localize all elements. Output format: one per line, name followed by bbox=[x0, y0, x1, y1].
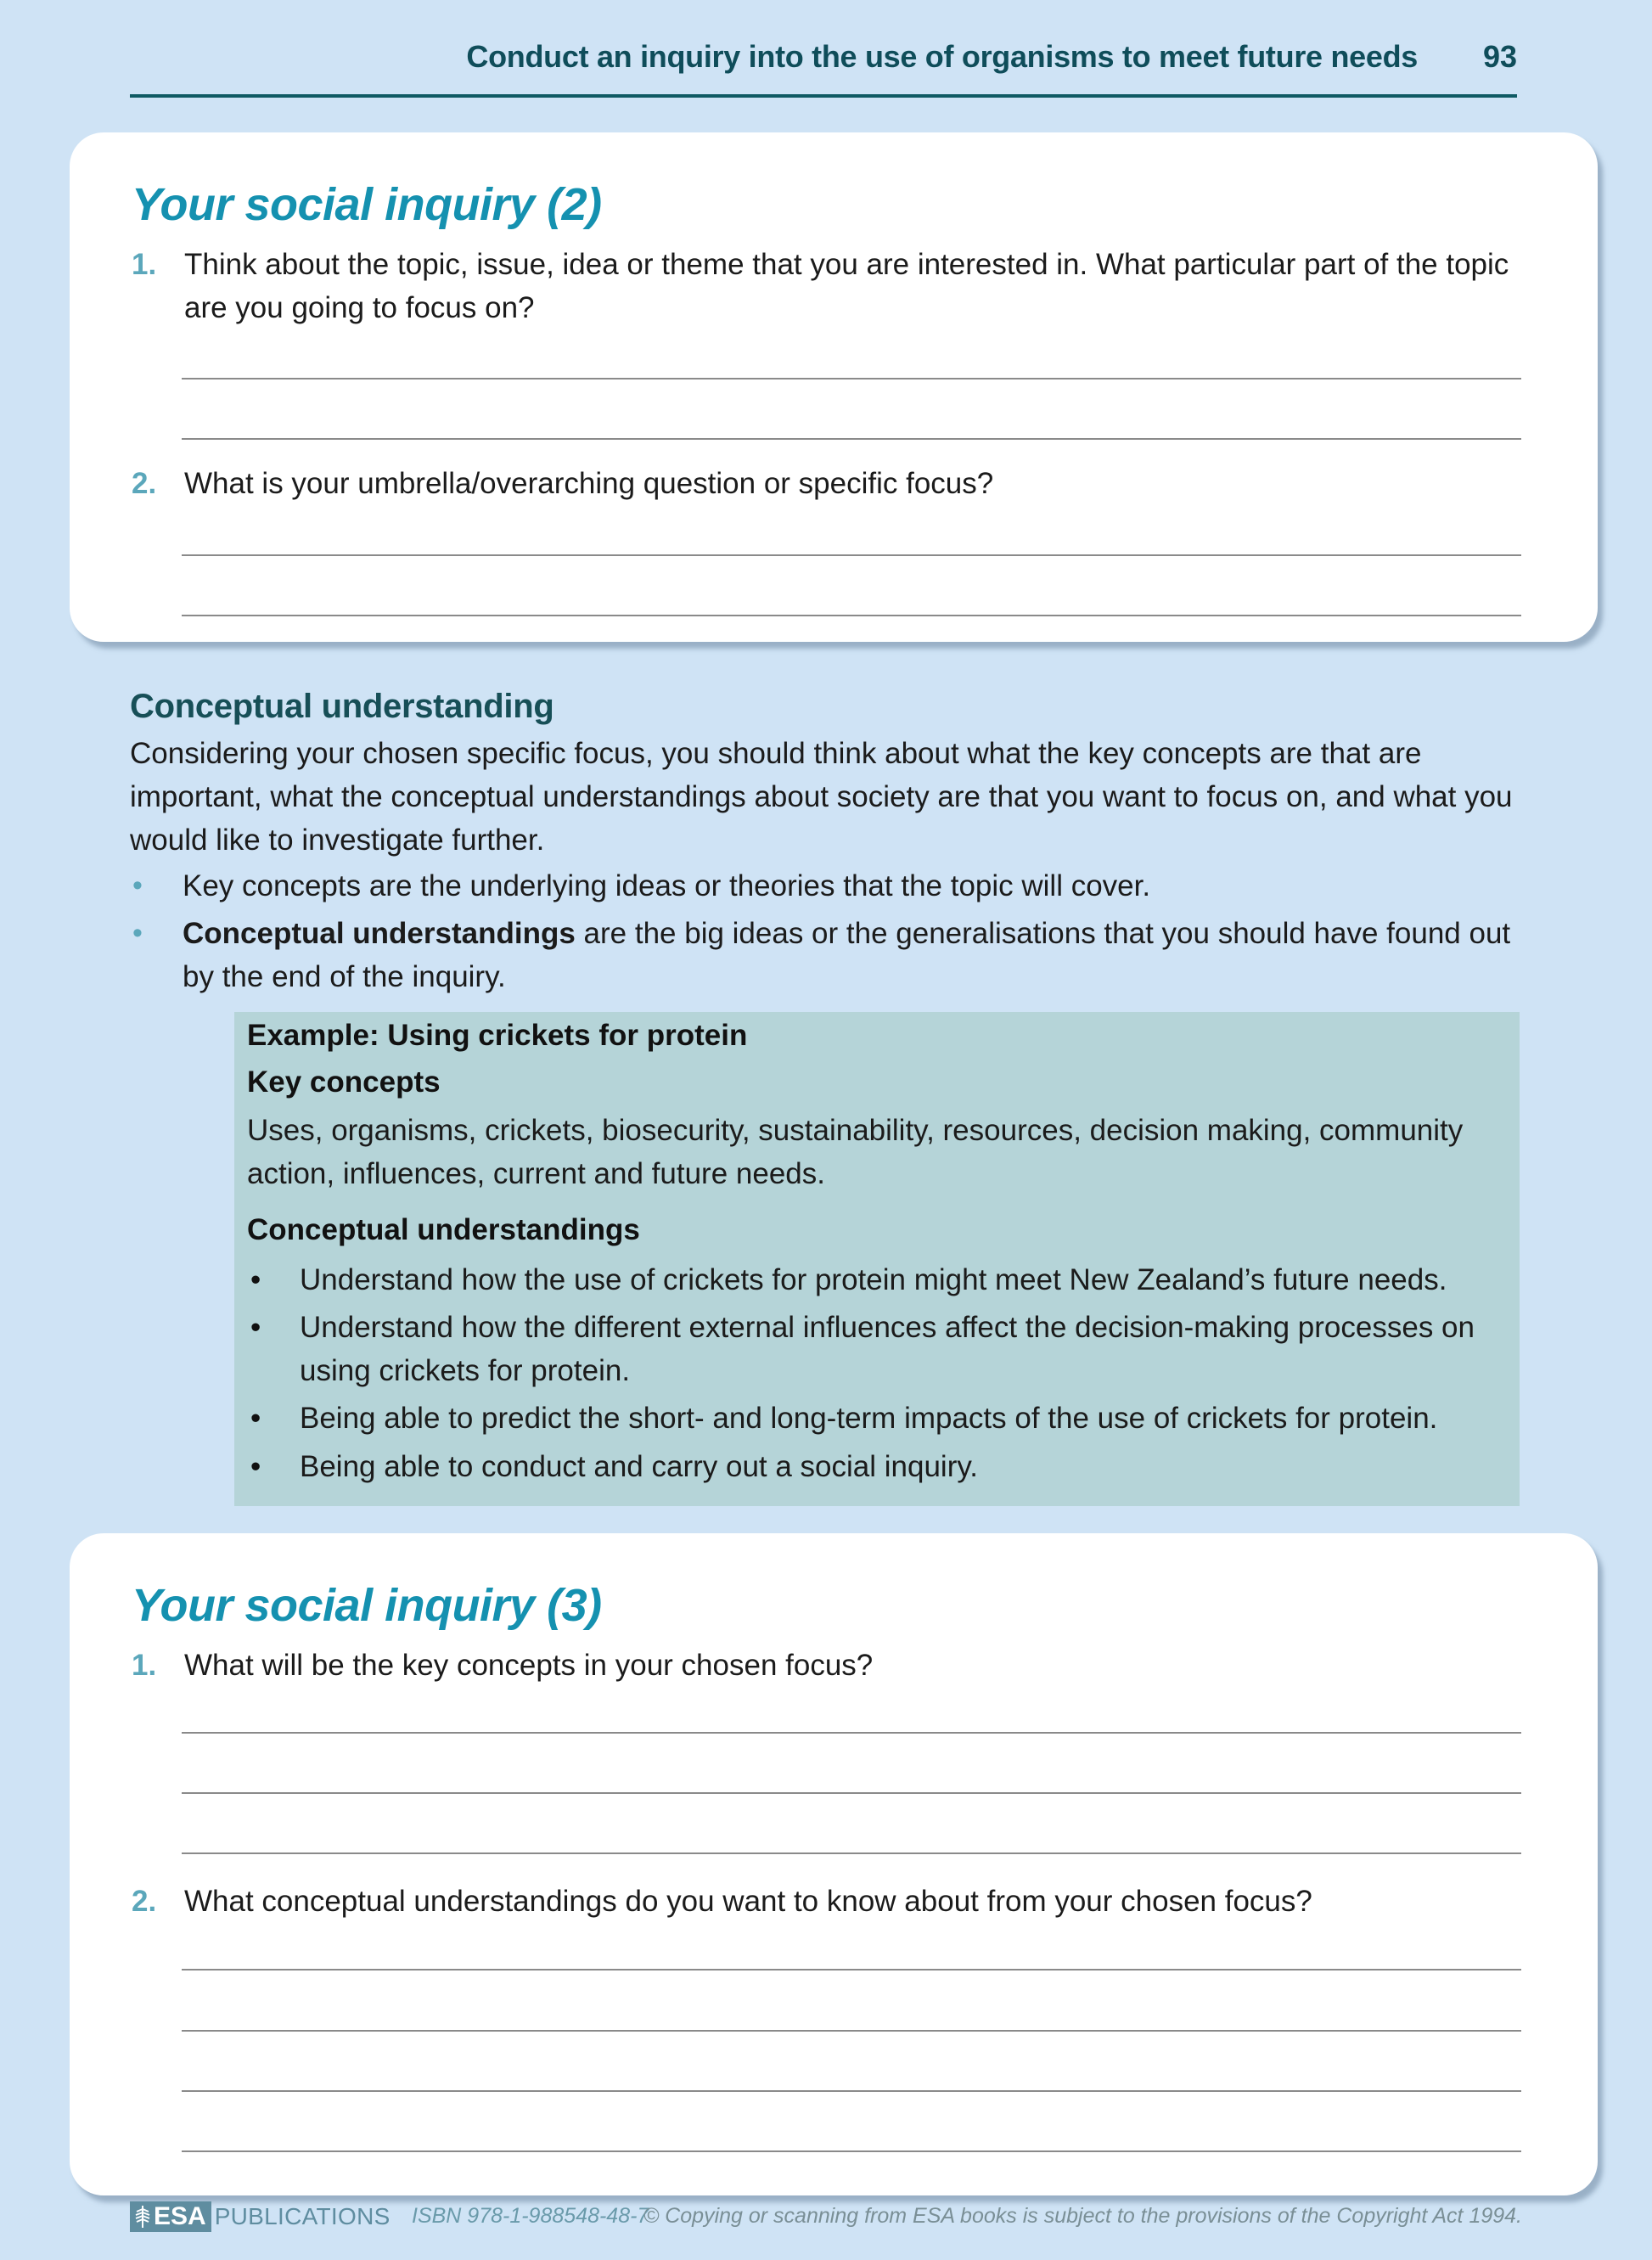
fern-icon bbox=[133, 2204, 152, 2229]
logo-text: ESA bbox=[154, 2202, 206, 2230]
inquiry-3-card bbox=[70, 1533, 1598, 2195]
key-concepts-text: Uses, organisms, crickets, biosecurity, sustainability, resources, decision making, community action, influences, current and future needs. bbox=[247, 1114, 1464, 1190]
bullet-text: Being able to conduct and carry out a social inquiry. bbox=[300, 1450, 978, 1483]
inquiry-2-heading: Your social inquiry (2) bbox=[132, 179, 602, 230]
bullet-dot: • bbox=[132, 869, 143, 902]
bullet-text: Being able to predict the short- and long-term impacts of the use of crickets for protein. bbox=[300, 1402, 1438, 1435]
question-text: What is your umbrella/overarching question or specific focus? bbox=[184, 467, 994, 500]
question-number: 1. bbox=[132, 248, 157, 281]
question-text: Think about the topic, issue, idea or theme that you are interested in. What particular part of the topic are you going to focus on? bbox=[184, 248, 1509, 324]
answer-line[interactable] bbox=[182, 554, 1521, 556]
inquiry-3-question-2 bbox=[132, 1880, 1521, 1923]
answer-line[interactable] bbox=[182, 1969, 1521, 1970]
bullet-dot: • bbox=[250, 1263, 261, 1296]
answer-line[interactable] bbox=[182, 378, 1521, 379]
conceptual-bullet-2 bbox=[130, 912, 1522, 998]
bold-term: Conceptual understandings bbox=[183, 917, 576, 950]
page-header bbox=[130, 34, 1517, 98]
question-number: 1. bbox=[132, 1649, 157, 1682]
answer-line[interactable] bbox=[182, 1732, 1521, 1734]
conceptual-bullet-1 bbox=[130, 864, 1522, 908]
bullet-text: Understand how the different external influences affect the decision-making processes on using crickets for protein. bbox=[300, 1311, 1475, 1387]
example-bullet bbox=[247, 1397, 1495, 1440]
example-title: Example: Using crickets for protein bbox=[247, 1019, 748, 1052]
answer-line[interactable] bbox=[182, 1792, 1521, 1794]
page-number: 93 bbox=[1482, 39, 1517, 74]
inquiry-3-question-1 bbox=[132, 1644, 1521, 1687]
understandings-heading: Conceptual understandings bbox=[247, 1213, 640, 1246]
example-bullet bbox=[247, 1258, 1495, 1301]
answer-line[interactable] bbox=[182, 615, 1521, 616]
running-title: Conduct an inquiry into the use of organisms to meet future needs bbox=[466, 39, 1418, 74]
answer-line[interactable] bbox=[182, 438, 1521, 440]
bullet-text: Key concepts are the underlying ideas or theories that the topic will cover. bbox=[183, 869, 1151, 902]
esa-logo-mark bbox=[130, 2201, 211, 2232]
question-number: 2. bbox=[132, 1885, 157, 1918]
copyright-notice: © Copying or scanning from ESA books is subject to the provisions of the Copyright Act 1994. bbox=[643, 2204, 1522, 2228]
inquiry-2-question-1 bbox=[132, 243, 1521, 329]
publisher-logo bbox=[130, 2201, 391, 2233]
conceptual-understanding-heading: Conceptual understanding bbox=[130, 688, 554, 725]
page-footer bbox=[130, 2201, 1522, 2235]
example-bullet bbox=[247, 1306, 1495, 1392]
bullet-dot: • bbox=[250, 1450, 261, 1483]
answer-line[interactable] bbox=[182, 1852, 1521, 1854]
inquiry-3-heading: Your social inquiry (3) bbox=[132, 1580, 602, 1631]
bullet-dot: • bbox=[250, 1311, 261, 1344]
key-concepts-heading: Key concepts bbox=[247, 1065, 441, 1099]
question-text: What will be the key concepts in your chosen focus? bbox=[184, 1649, 874, 1682]
example-box bbox=[234, 1012, 1520, 1506]
isbn: ISBN 978-1-988548-48-7 bbox=[412, 2204, 649, 2228]
question-text: What conceptual understandings do you want to know about from your chosen focus? bbox=[184, 1885, 1312, 1918]
inquiry-2-card bbox=[70, 132, 1598, 642]
question-number: 2. bbox=[132, 467, 157, 500]
bullet-dot: • bbox=[250, 1402, 261, 1435]
bullet-dot: • bbox=[132, 917, 143, 949]
example-bullet bbox=[247, 1445, 1495, 1488]
answer-line[interactable] bbox=[182, 2150, 1521, 2152]
bullet-text: Understand how the use of crickets for protein might meet New Zealand’s future needs. bbox=[300, 1263, 1447, 1296]
answer-line[interactable] bbox=[182, 2090, 1521, 2092]
bullet-text-rest: are the big ideas or the generalisations that you should have found out by the end of the inquiry. bbox=[183, 917, 1511, 993]
inquiry-2-question-2 bbox=[132, 462, 1521, 505]
answer-line[interactable] bbox=[182, 2030, 1521, 2032]
conceptual-paragraph: Considering your chosen specific focus, you should think about what the key concepts are that are important, what the conceptual understandings about society are that you want to focus on, and what you would like to investigate further. bbox=[130, 737, 1513, 857]
logo-publisher-text: PUBLICATIONS bbox=[214, 2203, 391, 2229]
bullet-text bbox=[130, 912, 1522, 998]
